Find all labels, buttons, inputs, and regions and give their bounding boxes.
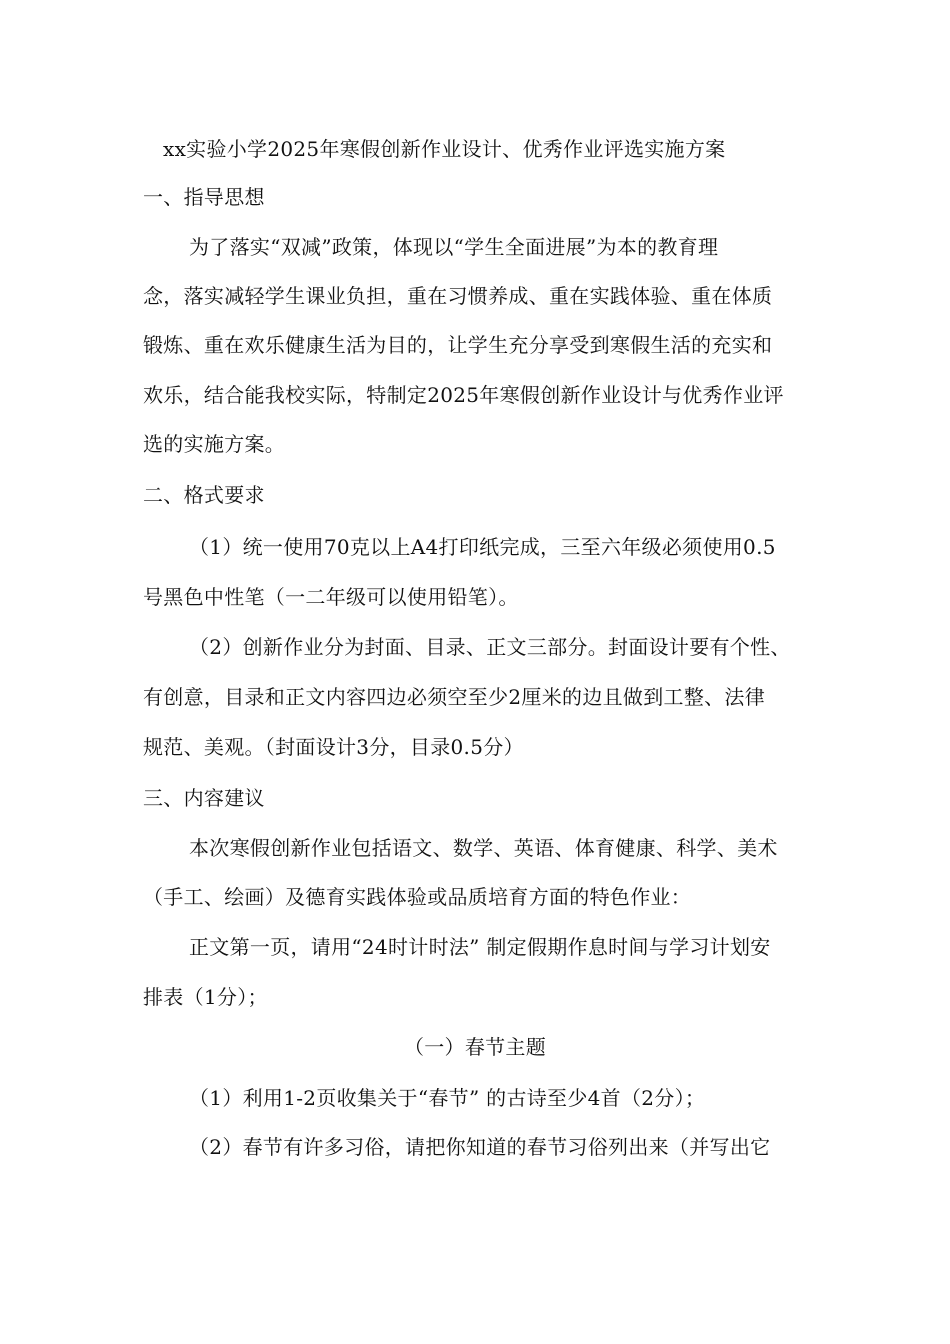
paragraph-line: 本次寒假创新作业包括语文、数学、英语、体育健康、科学、美术: [189, 836, 778, 860]
paragraph-line: 选的实施方案。: [143, 432, 286, 456]
paragraph-line: 锻炼、重在欢乐健康生活为目的，让学生充分享受到寒假生活的充实和: [143, 333, 773, 357]
subsection-heading-spring-festival: （一）春节主题: [403, 1035, 547, 1059]
paragraph-line: （1）统一使用70克以上A4打印纸完成，三至六年级必须使用0.5: [189, 535, 776, 559]
section-heading-content-suggestions: 三、内容建议: [143, 786, 265, 810]
document-title: xx实验小学2025年寒假创新作业设计、优秀作业评选实施方案: [163, 137, 726, 161]
list-item: （2）春节有许多习俗，请把你知道的春节习俗列出来（并写出它: [189, 1135, 771, 1159]
paragraph-line: 正文第一页，请用“24时计时法” 制定假期作息时间与学习计划安: [189, 935, 771, 959]
list-item: （1）利用1-2页收集关于“春节” 的古诗至少4首（2分）；: [189, 1086, 706, 1110]
paragraph-line: （2）创新作业分为封面、目录、正文三部分。封面设计要有个性、: [189, 635, 791, 659]
paragraph-line: 排表（1分）；: [143, 985, 268, 1009]
paragraph-line: 规范、美观。（封面设计3分，目录0.5分）: [143, 735, 524, 759]
paragraph-line: 为了落实“双减”政策，体现以“学生全面进展”为本的教育理: [189, 235, 719, 259]
section-heading-format-requirements: 二、格式要求: [143, 483, 265, 507]
paragraph-line: 念，落实减轻学生课业负担，重在习惯养成、重在实践体验、重在体质: [143, 284, 773, 308]
paragraph-line: 有创意，目录和正文内容四边必须空至少2厘米的边且做到工整、法律: [143, 685, 766, 709]
section-heading-guiding-ideology: 一、指导思想: [143, 185, 265, 209]
paragraph-line: 号黑色中性笔（一二年级可以使用铅笔）。: [143, 585, 519, 609]
paragraph-line: （手工、绘画）及德育实践体验或品质培育方面的特色作业：: [143, 885, 692, 909]
paragraph-line: 欢乐，结合能我校实际，特制定2025年寒假创新作业设计与优秀作业评: [143, 383, 784, 407]
